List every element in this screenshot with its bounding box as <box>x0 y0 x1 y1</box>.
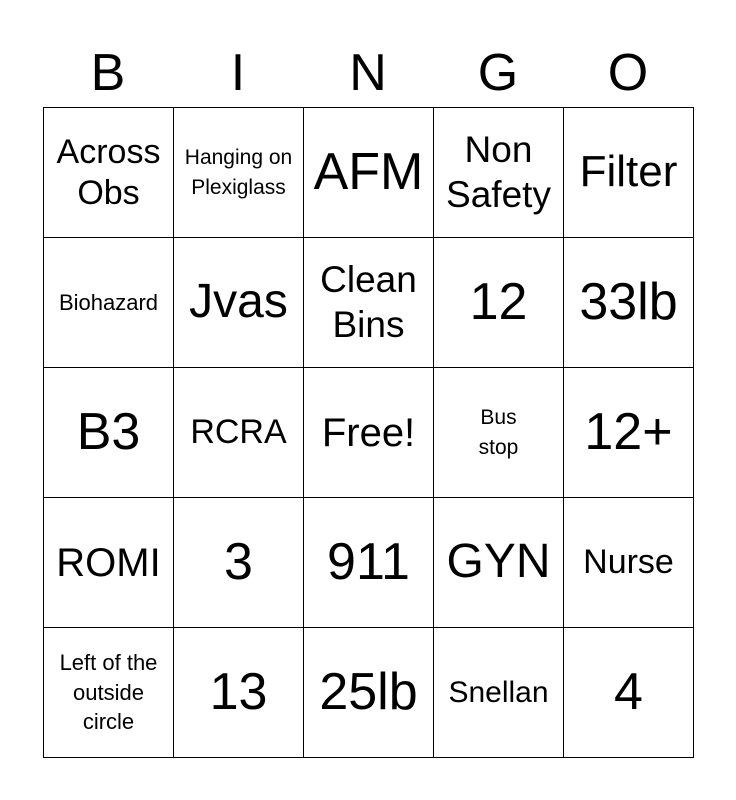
cell-text: Left of the outside circle <box>59 649 158 735</box>
cell-text: Jvas <box>189 275 288 329</box>
cell-text: RCRA <box>190 413 287 452</box>
bingo-cell-r1-c1[interactable] <box>44 108 174 238</box>
cell-text: 911 <box>327 533 410 592</box>
bingo-cell-r2-c2[interactable] <box>174 238 304 368</box>
bingo-cell-r1-c2[interactable] <box>174 108 304 238</box>
cell-text: Bus stop <box>478 406 519 459</box>
bingo-cell-r3-c5[interactable] <box>564 368 694 498</box>
bingo-cell-r1-c5[interactable] <box>564 108 694 238</box>
cell-text: GYN <box>446 535 551 589</box>
cell-text: 33lb <box>579 273 678 332</box>
bingo-cell-r3-c2[interactable] <box>174 368 304 498</box>
bingo-cell-r3-c4[interactable] <box>434 368 564 498</box>
cell-text: Clean Bins <box>320 259 417 345</box>
cell-text: ROMI <box>56 540 161 585</box>
bingo-cell-r2-c1[interactable] <box>44 238 174 368</box>
bingo-cell-r5-c1[interactable] <box>44 628 174 758</box>
bingo-cell-r4-c5[interactable] <box>564 498 694 628</box>
bingo-cell-r2-c5[interactable] <box>564 238 694 368</box>
cell-text: Hanging on Plexiglass <box>184 146 293 199</box>
cell-text: Filter <box>579 147 678 197</box>
bingo-cell-r2-c3[interactable] <box>304 238 434 368</box>
cell-text: B3 <box>76 403 141 462</box>
header-letter-g: G <box>477 44 519 102</box>
cell-text: 13 <box>209 663 268 722</box>
cell-text: Free! <box>321 410 416 455</box>
bingo-board <box>43 107 694 758</box>
bingo-cell-r1-c3[interactable] <box>304 108 434 238</box>
cell-text: 4 <box>614 663 643 722</box>
header-letter-o: O <box>607 44 649 102</box>
cell-text: 3 <box>224 533 253 592</box>
bingo-cell-r5-c3[interactable] <box>304 628 434 758</box>
cell-text: Across Obs <box>56 132 161 212</box>
bingo-cell-r5-c5[interactable] <box>564 628 694 758</box>
bingo-cell-r5-c2[interactable] <box>174 628 304 758</box>
cell-text: 12+ <box>584 403 673 462</box>
bingo-cell-r4-c3[interactable] <box>304 498 434 628</box>
bingo-cell-r2-c4[interactable] <box>434 238 564 368</box>
header-letter-i: I <box>230 44 246 102</box>
cell-text: Biohazard <box>58 289 159 315</box>
bingo-cell-r4-c1[interactable] <box>44 498 174 628</box>
bingo-cell-r4-c2[interactable] <box>174 498 304 628</box>
bingo-cell-r1-c4[interactable] <box>434 108 564 238</box>
cell-text: 25lb <box>319 663 418 722</box>
header-letter-b: B <box>90 44 126 102</box>
cell-text: 12 <box>469 273 528 332</box>
bingo-cell-r5-c4[interactable] <box>434 628 564 758</box>
cell-text: Nurse <box>583 543 674 582</box>
bingo-header <box>43 40 693 106</box>
cell-text: Non Safety <box>446 129 551 215</box>
header-letter-n: N <box>349 44 387 102</box>
cell-text: Snellan <box>448 675 549 709</box>
bingo-cell-r3-c3[interactable] <box>304 368 434 498</box>
bingo-cell-r4-c4[interactable] <box>434 498 564 628</box>
bingo-cell-r3-c1[interactable] <box>44 368 174 498</box>
cell-text: AFM <box>313 143 424 202</box>
